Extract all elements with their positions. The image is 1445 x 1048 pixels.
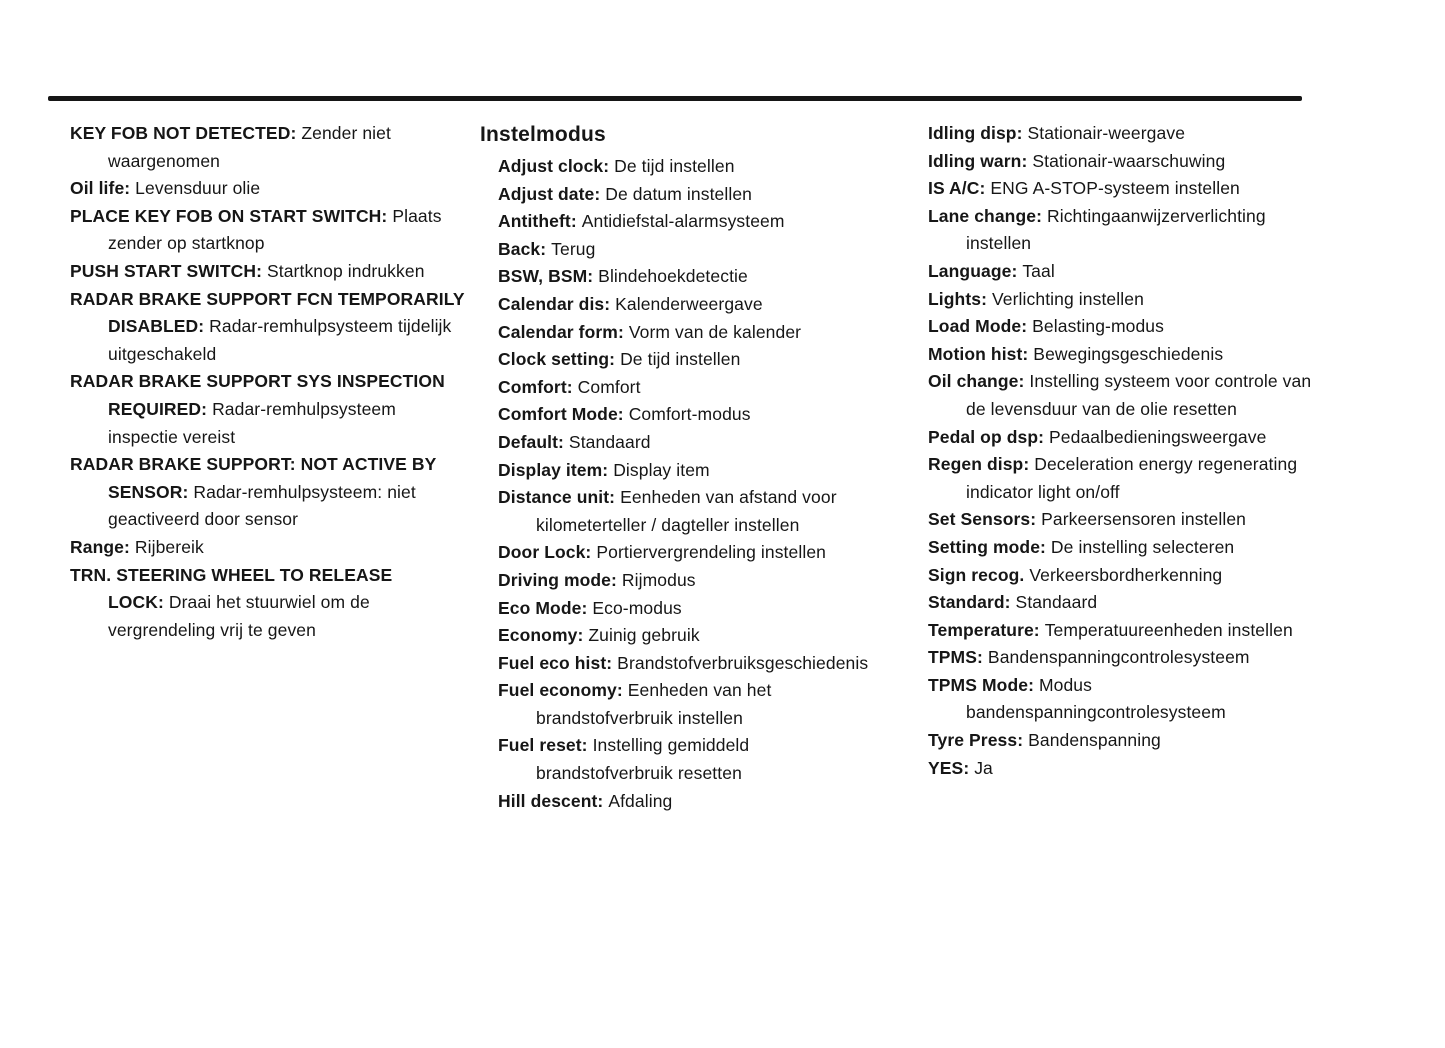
entry-definition: De tijd instellen xyxy=(609,156,735,176)
glossary-entry xyxy=(498,732,882,787)
entry-definition: Rijbereik xyxy=(129,536,204,557)
glossary-entry xyxy=(70,368,466,451)
entry-definition: Stationair-weergave xyxy=(1022,123,1186,143)
entry-definition: Temperatuureenheden instellen xyxy=(1039,619,1293,640)
glossary-entry xyxy=(498,457,882,485)
entry-term: Tyre Press: xyxy=(928,730,1024,751)
glossary-entry xyxy=(928,506,1324,534)
entry-term: Adjust clock: xyxy=(498,156,610,176)
glossary-entry xyxy=(498,788,882,816)
entry-term: RADAR BRAKE SUPPORT FCN TEMPORARILY DISABLED: xyxy=(70,288,465,337)
entry-definition: Plaats zender op startknop xyxy=(108,205,442,254)
entry-definition: Pedaalbedieningsweergave xyxy=(1044,426,1267,447)
entry-term: Oil change: xyxy=(928,371,1025,392)
entry-term: Comfort: xyxy=(498,376,573,397)
glossary-entry xyxy=(928,644,1324,672)
entry-definition: De tijd instellen xyxy=(615,349,741,370)
entry-definition: Taal xyxy=(1017,260,1055,281)
entry-definition: Draai het stuurwiel om de vergrendeling vrij te geven xyxy=(108,592,370,640)
entry-term: Regen disp: xyxy=(928,454,1030,475)
glossary-entry xyxy=(498,429,882,457)
entry-definition: Verlichting instellen xyxy=(987,288,1144,309)
glossary-entry xyxy=(498,153,882,181)
entry-term: Lane change: xyxy=(928,205,1043,226)
column-header: Instelmodus xyxy=(480,123,606,146)
entry-term: Eco Mode: xyxy=(498,597,588,618)
entry-term: Setting mode: xyxy=(928,536,1046,557)
glossary-entry xyxy=(498,181,882,209)
glossary-entry xyxy=(498,346,882,374)
glossary-entry xyxy=(70,534,466,562)
entry-term: BSW, BSM: xyxy=(498,266,594,287)
entry-definition: De instelling selecteren xyxy=(1045,536,1235,557)
entry-definition: Radar-remhulpsysteem: niet geactiveerd door sensor xyxy=(108,481,416,530)
glossary-entry xyxy=(928,286,1324,314)
glossary-entry xyxy=(928,203,1324,258)
entry-term: Hill descent: xyxy=(498,790,604,811)
entry-term: Antitheft: xyxy=(498,211,577,232)
entry-term: Economy: xyxy=(498,625,584,646)
glossary-entry xyxy=(928,424,1324,452)
glossary-entry xyxy=(928,258,1324,286)
glossary-entry xyxy=(928,451,1324,506)
entry-definition: Eco-modus xyxy=(587,597,682,618)
glossary-entry xyxy=(928,368,1324,423)
glossary-entry xyxy=(498,539,882,567)
entry-term: PUSH START SWITCH: xyxy=(70,260,263,281)
entry-term: RADAR BRAKE SUPPORT SYS INSPECTION REQUIRED: xyxy=(70,371,445,419)
entry-term: Fuel reset: xyxy=(498,735,588,756)
entry-definition: Ja xyxy=(969,757,993,778)
entry-term: Clock setting: xyxy=(498,349,616,370)
entry-definition: Radar-remhulpsysteem inspectie vereist xyxy=(108,398,396,447)
entry-term: Motion hist: xyxy=(928,343,1029,364)
glossary-entry xyxy=(498,622,882,650)
entry-definition: Parkeersensoren instellen xyxy=(1036,509,1246,530)
glossary-entry xyxy=(498,319,882,347)
entry-term: Language: xyxy=(928,260,1018,281)
glossary-entry xyxy=(928,755,1324,783)
entry-definition: Comfort-modus xyxy=(623,404,751,425)
entry-term: Fuel eco hist: xyxy=(498,652,613,673)
glossary-entry xyxy=(498,291,882,319)
glossary-entry xyxy=(498,208,882,236)
glossary-entry xyxy=(498,677,882,732)
glossary-entry-list xyxy=(480,153,882,815)
entry-term: Idling disp: xyxy=(928,123,1023,143)
entry-definition: Bewegingsgeschiedenis xyxy=(1028,343,1224,364)
glossary-entry-list xyxy=(70,120,466,644)
text-column-middle xyxy=(480,120,882,815)
glossary-entry xyxy=(498,263,882,291)
glossary-entry xyxy=(498,484,882,539)
glossary-entry xyxy=(70,451,466,534)
entry-term: Pedal op dsp: xyxy=(928,426,1045,447)
entry-definition: Afdaling xyxy=(603,790,673,811)
entry-definition: Bandenspanning xyxy=(1023,730,1161,751)
entry-definition: Standaard xyxy=(563,431,651,452)
glossary-entry xyxy=(70,203,466,258)
entry-definition: Eenheden van het brandstofverbruik instellen xyxy=(536,680,772,728)
entry-definition: Eenheden van afstand voor kilometerteller / dagteller instellen xyxy=(536,487,837,535)
entry-definition: Standaard xyxy=(1010,592,1098,613)
glossary-entry xyxy=(928,589,1324,617)
glossary-entry xyxy=(498,595,882,623)
entry-term: Load Mode: xyxy=(928,316,1028,337)
entry-term: Calendar form: xyxy=(498,321,624,342)
entry-term: Lights: xyxy=(928,288,988,309)
entry-term: TPMS: xyxy=(928,647,983,668)
glossary-entry xyxy=(498,650,882,678)
entry-term: TRN. STEERING WHEEL TO RELEASE LOCK: xyxy=(70,564,393,613)
glossary-entry xyxy=(928,120,1324,148)
entry-definition: Vorm van de kalender xyxy=(623,321,802,342)
glossary-entry xyxy=(70,120,466,175)
top-horizontal-rule xyxy=(48,96,1302,101)
entry-definition: Portiervergrendeling instellen xyxy=(591,542,826,563)
entry-term: PLACE KEY FOB ON START SWITCH: xyxy=(70,205,388,226)
glossary-entry xyxy=(498,374,882,402)
entry-definition: Stationair-waarschuwing xyxy=(1027,150,1226,171)
entry-term: Set Sensors: xyxy=(928,509,1037,530)
glossary-entry xyxy=(928,562,1324,590)
entry-definition: Zender niet waargenomen xyxy=(108,123,391,171)
entry-term: Distance unit: xyxy=(498,487,616,508)
entry-term: KEY FOB NOT DETECTED: xyxy=(70,123,297,143)
entry-term: Sign recog. xyxy=(928,564,1025,585)
glossary-entry xyxy=(498,236,882,264)
entry-term: Comfort Mode: xyxy=(498,404,624,425)
entry-definition: Terug xyxy=(546,238,596,259)
entry-definition: Kalenderweergave xyxy=(610,293,763,314)
glossary-entry xyxy=(928,617,1324,645)
entry-term: RADAR BRAKE SUPPORT: NOT ACTIVE BY SENSOR: xyxy=(70,454,437,502)
entry-term: Default: xyxy=(498,431,564,452)
entry-definition: Radar-remhulpsysteem tijdelijk uitgeschakeld xyxy=(108,316,452,364)
entry-definition: Instelling systeem voor controle van de levensduur van de olie resetten xyxy=(966,371,1312,419)
entry-term: IS A/C: xyxy=(928,178,986,199)
text-column-left xyxy=(70,120,466,644)
entry-term: TPMS Mode: xyxy=(928,674,1034,695)
entry-definition: Display item xyxy=(608,459,710,480)
entry-definition: Instelling gemiddeld brandstofverbruik resetten xyxy=(536,735,750,784)
entry-term: Driving mode: xyxy=(498,569,617,590)
entry-term: Idling warn: xyxy=(928,150,1028,171)
entry-definition: De datum instellen xyxy=(600,183,753,204)
glossary-entry xyxy=(928,148,1324,176)
glossary-entry-list xyxy=(928,120,1324,782)
entry-term: Temperature: xyxy=(928,619,1040,640)
entry-definition: Blindehoekdetectie xyxy=(593,266,748,287)
entry-definition: Richtingaanwijzerverlichting instellen xyxy=(966,205,1266,254)
entry-definition: ENG A-STOP-systeem instellen xyxy=(985,178,1240,199)
glossary-entry xyxy=(498,401,882,429)
entry-term: Back: xyxy=(498,238,547,259)
glossary-entry xyxy=(928,175,1324,203)
entry-definition: Verkeersbordherkenning xyxy=(1024,564,1223,585)
entry-definition: Brandstofverbruiksgeschiedenis xyxy=(612,652,869,673)
entry-definition: Rijmodus xyxy=(616,569,696,590)
glossary-entry xyxy=(928,727,1324,755)
glossary-entry xyxy=(928,534,1324,562)
entry-term: Fuel economy: xyxy=(498,680,623,701)
entry-definition: Belasting-modus xyxy=(1027,316,1164,337)
entry-definition: Deceleration energy regenerating indicator light on/off xyxy=(966,454,1298,502)
entry-definition: Zuinig gebruik xyxy=(583,625,700,646)
entry-definition: Startknop indrukken xyxy=(262,260,425,281)
glossary-entry xyxy=(928,341,1324,369)
entry-term: Display item: xyxy=(498,459,609,480)
entry-term: Range: xyxy=(70,536,130,557)
glossary-entry xyxy=(70,258,466,286)
entry-definition: Modus bandenspanningcontrolesysteem xyxy=(966,674,1226,723)
glossary-entry xyxy=(928,313,1324,341)
entry-term: Calendar dis: xyxy=(498,293,611,314)
entry-definition: Comfort xyxy=(572,376,641,397)
glossary-entry xyxy=(70,562,466,645)
entry-definition: Bandenspanningcontrolesysteem xyxy=(982,647,1250,668)
glossary-entry xyxy=(928,672,1324,727)
glossary-entry xyxy=(70,286,466,369)
entry-term: Oil life: xyxy=(70,178,131,199)
entry-term: YES: xyxy=(928,757,970,778)
text-column-right xyxy=(928,120,1324,782)
entry-term: Adjust date: xyxy=(498,183,601,204)
entry-term: Door Lock: xyxy=(498,542,592,563)
glossary-entry xyxy=(498,567,882,595)
entry-definition: Levensduur olie xyxy=(130,178,261,199)
glossary-entry xyxy=(70,175,466,203)
entry-term: Standard: xyxy=(928,592,1011,613)
entry-definition: Antidiefstal-alarmsysteem xyxy=(576,211,785,232)
